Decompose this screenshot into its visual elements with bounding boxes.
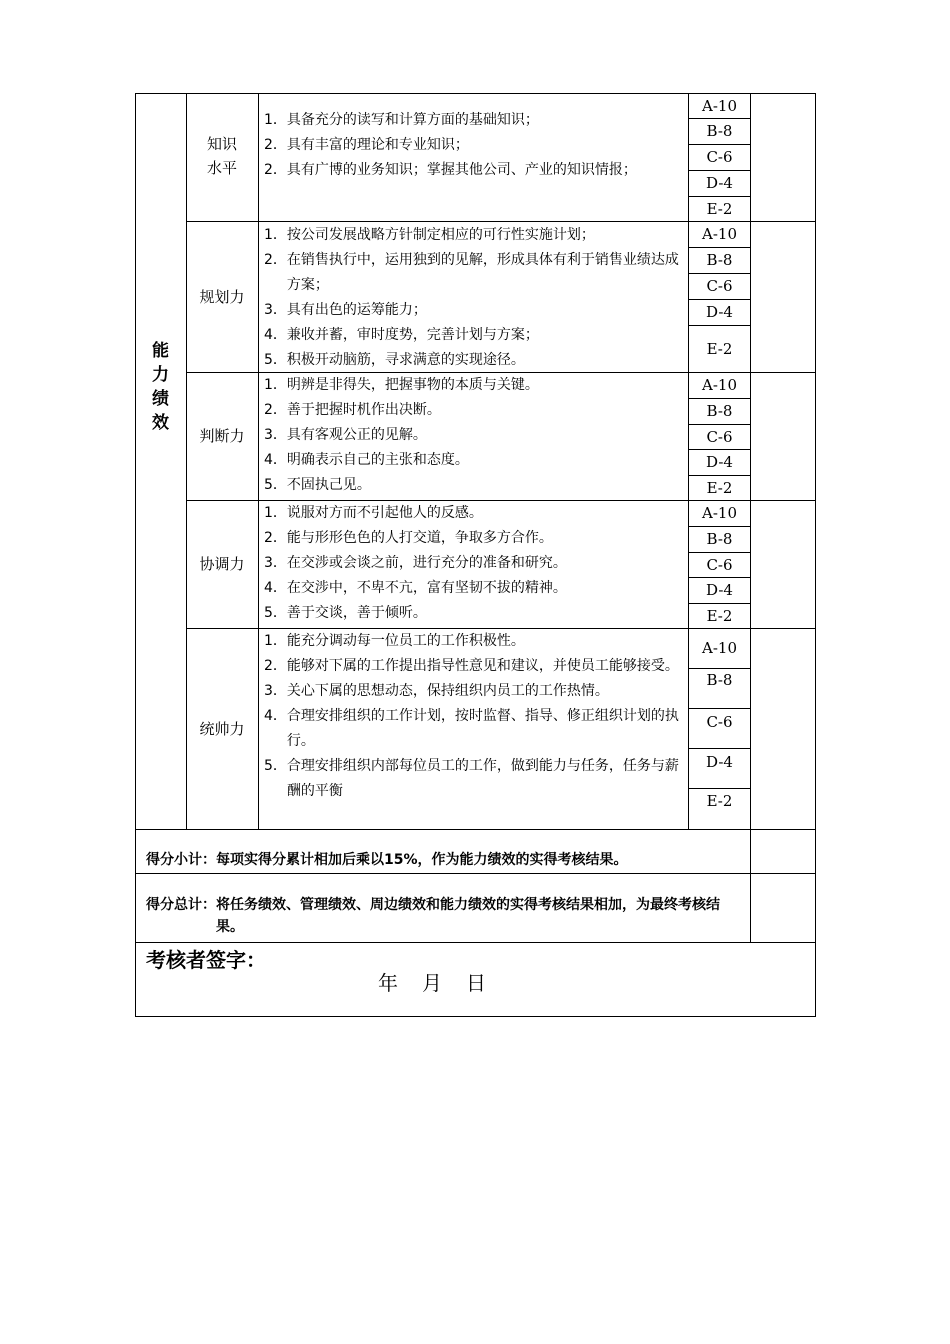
criterion-item <box>264 754 684 804</box>
grade-option[interactable]: C-6 <box>706 427 733 446</box>
grade-option[interactable]: D-4 <box>706 753 733 771</box>
criterion-text: 说服对方而不引起他人的反感。 <box>286 505 483 521</box>
criterion-item <box>264 629 684 654</box>
criterion-item <box>264 298 684 323</box>
subtotal-note: 得分小计：每项实得分累计相加后乘以15%，作为能力绩效的实得考核结果。 <box>146 852 628 868</box>
criterion-item <box>264 473 684 498</box>
criterion-number: 5． <box>264 758 287 774</box>
grade-option[interactable]: E-2 <box>706 478 733 497</box>
criterion-number: 1． <box>264 112 287 128</box>
criterion-number: 4． <box>264 708 287 724</box>
category-char: 绩 <box>152 389 169 409</box>
criterion-text: 能够对下属的工作提出指导性意见和建议，并使员工能够接受。 <box>286 658 679 674</box>
total-prefix: 得分总计： <box>146 897 216 913</box>
criterion-item <box>264 373 684 398</box>
criterion-number: 2． <box>264 162 287 178</box>
section-name <box>186 717 258 741</box>
signature-label: 考核者签字： <box>146 948 266 972</box>
criterion-item <box>264 423 684 448</box>
date-label: 年 月 日 <box>378 971 488 995</box>
section-name-line: 规划力 <box>199 288 245 306</box>
criterion-text: 善于把握时机作出决断。 <box>286 402 441 418</box>
grade-option[interactable]: A-10 <box>702 376 737 394</box>
criterion-number: 1． <box>264 377 287 393</box>
section-name-line: 协调力 <box>199 555 245 573</box>
divider <box>135 873 816 874</box>
grade-option[interactable]: C-6 <box>706 148 733 166</box>
criterion-number: 5． <box>264 352 287 368</box>
criteria-list <box>264 501 684 626</box>
criterion-number: 3． <box>264 302 287 318</box>
criterion-number: 5． <box>264 605 287 621</box>
grade-option[interactable]: E-2 <box>706 606 733 625</box>
criterion-text: 合理安排组织的工作计划，按时监督、指导、修正组织计划的执行。 <box>286 708 679 749</box>
grade-option[interactable]: B-8 <box>706 402 733 420</box>
criterion-number: 2． <box>264 530 287 546</box>
section-name <box>186 285 258 309</box>
criterion-item <box>264 679 684 704</box>
criterion-item <box>264 323 684 348</box>
grade-option[interactable]: A-10 <box>702 504 737 522</box>
criterion-number: 4． <box>264 580 287 596</box>
category-label <box>135 339 186 435</box>
criterion-item <box>264 654 684 679</box>
total-note <box>146 894 746 938</box>
criterion-text: 兼收并蓄，审时度势，完善计划与方案； <box>286 327 539 343</box>
score-cell[interactable] <box>750 500 816 628</box>
criterion-text: 关心下属的思想动态，保持组织内员工的工作热情。 <box>286 683 609 699</box>
section-name-line: 判断力 <box>199 427 245 445</box>
criterion-item <box>264 248 684 298</box>
grade-option[interactable]: E-2 <box>706 339 733 358</box>
criterion-item <box>264 133 684 158</box>
grade-option[interactable]: E-2 <box>706 199 733 218</box>
criterion-text: 具有丰富的理论和专业知识； <box>286 137 469 153</box>
criterion-item <box>264 223 684 248</box>
grade-option[interactable]: B-8 <box>706 671 733 689</box>
grade-option[interactable]: D-4 <box>706 581 733 599</box>
category-char: 力 <box>152 365 169 385</box>
grade-option[interactable]: A-10 <box>702 225 737 243</box>
grade-option[interactable]: B-8 <box>706 251 733 269</box>
section-name-line: 水平 <box>206 159 237 177</box>
criteria-list <box>264 108 684 183</box>
section-name <box>186 424 258 448</box>
signature-field[interactable] <box>270 944 740 970</box>
divider <box>135 942 816 943</box>
grade-option[interactable]: D-4 <box>706 174 733 192</box>
criterion-item <box>264 576 684 601</box>
category-char: 能 <box>152 341 169 361</box>
criterion-item <box>264 348 684 373</box>
divider <box>135 829 816 830</box>
criterion-text: 明确表示自己的主张和态度。 <box>286 452 469 468</box>
score-cell[interactable] <box>750 628 816 829</box>
criteria-list <box>264 629 684 804</box>
category-cell <box>135 93 186 829</box>
score-cell[interactable] <box>750 372 816 500</box>
criterion-number: 2． <box>264 658 287 674</box>
criterion-text: 能充分调动每一位员工的工作积极性。 <box>286 633 525 649</box>
section-name-line: 知识 <box>206 135 237 153</box>
criterion-text: 积极开动脑筋，寻求满意的实现途径。 <box>286 352 525 368</box>
total-text: 将任务绩效、管理绩效、周边绩效和能力绩效的实得考核结果相加，为最终考核结果。 <box>216 897 720 935</box>
criterion-text: 在交涉或会谈之前，进行充分的准备和研究。 <box>286 555 567 571</box>
criterion-text: 善于交谈，善于倾听。 <box>286 605 427 621</box>
criterion-number: 1． <box>264 633 287 649</box>
criterion-text: 具有广博的业务知识；掌握其他公司、产业的知识情报； <box>286 162 637 178</box>
section-name <box>186 552 258 576</box>
grade-option[interactable]: C-6 <box>706 713 733 731</box>
criterion-number: 2． <box>264 252 287 268</box>
criterion-number: 4． <box>264 452 287 468</box>
grade-option[interactable]: E-2 <box>706 792 733 810</box>
criterion-number: 4． <box>264 327 287 343</box>
category-char: 效 <box>152 413 169 433</box>
criterion-number: 2． <box>264 137 287 153</box>
criterion-number: 1． <box>264 505 287 521</box>
criterion-text: 具有出色的运筹能力； <box>286 302 427 318</box>
section-name-line: 统帅力 <box>199 720 245 738</box>
criterion-number: 1． <box>264 227 287 243</box>
criterion-item <box>264 398 684 423</box>
criterion-item <box>264 108 684 133</box>
grade-option[interactable]: B-8 <box>706 122 733 140</box>
criterion-number: 5． <box>264 477 287 493</box>
criterion-text: 具有客观公正的见解。 <box>286 427 427 443</box>
divider <box>258 93 259 829</box>
criterion-item <box>264 158 684 183</box>
section-name <box>186 132 258 180</box>
grade-option[interactable]: C-6 <box>706 277 733 295</box>
grade-option[interactable]: C-6 <box>706 555 733 574</box>
criteria-list <box>264 373 684 498</box>
criterion-text: 具备充分的读写和计算方面的基础知识； <box>286 112 539 128</box>
criterion-text: 按公司发展战略方针制定相应的可行性实施计划； <box>286 227 595 243</box>
criterion-item <box>264 501 684 526</box>
grade-option[interactable]: B-8 <box>706 530 733 548</box>
grade-option[interactable]: A-10 <box>702 96 737 115</box>
criterion-number: 3． <box>264 683 287 699</box>
grade-option[interactable]: D-4 <box>706 453 733 471</box>
criterion-text: 能与形形色色的人打交道，争取多方合作。 <box>286 530 553 546</box>
score-cell[interactable] <box>750 221 816 372</box>
criterion-number: 3． <box>264 555 287 571</box>
criterion-item <box>264 526 684 551</box>
grade-option[interactable]: A-10 <box>702 639 737 657</box>
criterion-number: 2． <box>264 402 287 418</box>
criterion-text: 不固执己见。 <box>286 477 371 493</box>
criterion-text: 合理安排组织内部每位员工的工作，做到能力与任务，任务与薪酬的平衡 <box>286 758 679 799</box>
criterion-item <box>264 601 684 626</box>
score-cell[interactable] <box>750 93 816 221</box>
grade-option[interactable]: D-4 <box>706 303 733 321</box>
criterion-item <box>264 448 684 473</box>
total-score-cell[interactable] <box>750 873 816 942</box>
criterion-number: 3． <box>264 427 287 443</box>
criterion-item <box>264 551 684 576</box>
criterion-text: 明辨是非得失，把握事物的本质与关键。 <box>286 377 539 393</box>
criteria-list <box>264 223 684 373</box>
subtotal-score-cell[interactable] <box>750 829 816 873</box>
criterion-item <box>264 704 684 754</box>
criterion-text: 在销售执行中，运用独到的见解，形成具体有利于销售业绩达成方案； <box>286 252 679 293</box>
criterion-text: 在交涉中，不卑不亢，富有坚韧不拔的精神。 <box>286 580 567 596</box>
